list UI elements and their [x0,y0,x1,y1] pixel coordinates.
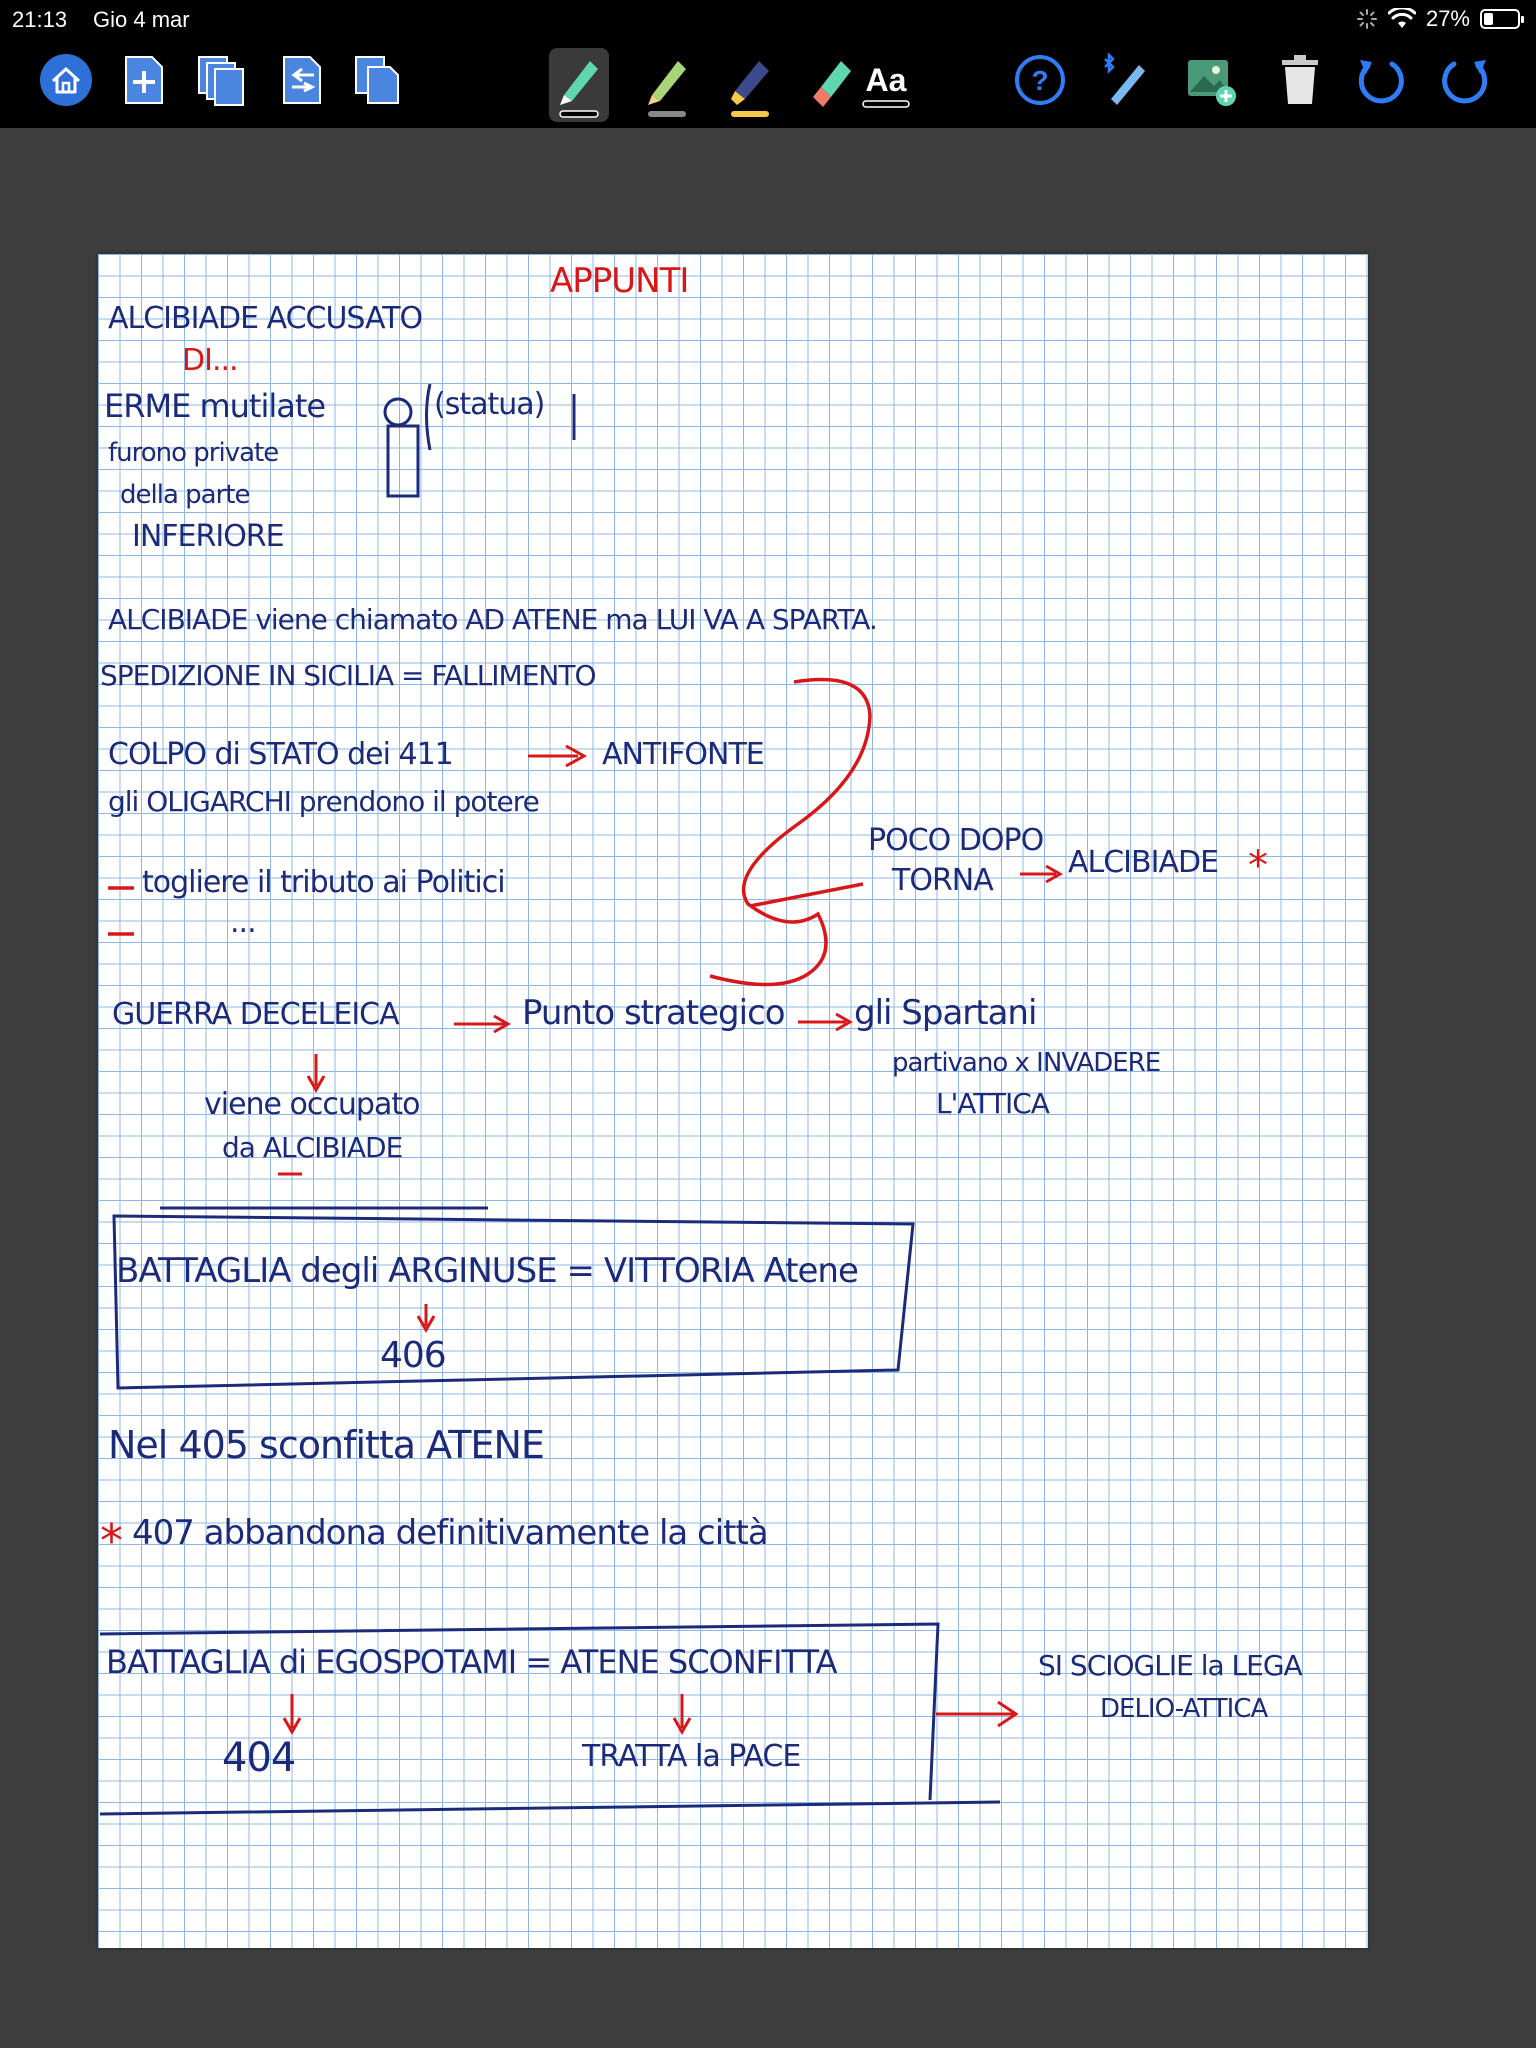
copy-page-button[interactable] [348,50,408,110]
note-line: DI... [182,343,238,378]
note-line: Punto strategico [522,993,785,1033]
note-line: L'ATTICA [936,1087,1049,1120]
note-line: INFERIORE [132,519,284,554]
note-line: 406 [380,1335,446,1376]
text-tool-label: Aa [865,61,907,98]
toolbar [0,40,1536,128]
redo-button[interactable] [1436,50,1496,110]
copy-page-icon [352,53,404,107]
eraser-tool[interactable] [800,48,860,122]
note-line: viene occupato [204,1087,420,1122]
note-line: BATTAGLIA di EGOSPOTAMI = ATENE SCONFITTA [106,1643,837,1681]
notebook-page[interactable] [98,254,1368,1948]
export-button[interactable] [272,50,332,110]
pen-tool[interactable] [549,48,609,122]
note-line: 404 [222,1735,296,1781]
pages-button[interactable] [192,50,252,110]
text-tool[interactable] [856,48,916,122]
battery-icon [1480,9,1520,29]
notes-title: APPUNTI [550,261,689,301]
home-icon [38,52,94,108]
add-page-icon [120,53,168,107]
undo-icon [1352,52,1408,108]
note-line: GUERRA DECELEICA [112,997,399,1032]
star-mark: * [1248,843,1267,889]
note-line: SI SCIOGLIE la LEGA [1038,1649,1302,1682]
note-line: togliere il tributo ai Politici [142,865,505,900]
add-image-button[interactable] [1180,50,1240,110]
highlighter-tool[interactable] [720,48,780,122]
undo-button[interactable] [1350,50,1410,110]
highlighter-icon [725,51,775,119]
note-line: DELIO-ATTICA [1100,1694,1268,1724]
note-line: COLPO di STATO dei 411 [108,737,453,772]
delete-button[interactable] [1270,50,1330,110]
pages-icon [195,53,249,107]
note-line: ALCIBIADE viene chiamato AD ATENE ma LUI VA A SPARTA. [108,603,877,636]
note-line: ALCIBIADE ACCUSATO [108,301,423,336]
eraser-icon [805,51,855,119]
text-underline-icon [861,99,911,109]
note-line: furono private [108,438,279,468]
clock: 21:13 [12,7,68,32]
note-line: (statua) [434,387,545,422]
note-line: ... [230,905,256,940]
pencil-icon [642,51,692,119]
help-button[interactable] [1010,50,1070,110]
bluetooth-pen-button[interactable] [1094,50,1154,110]
svg-text:?: ? [1031,65,1049,96]
note-line: TRATTA la PACE [582,1739,801,1774]
status-right [1356,6,1520,32]
note-line: ALCIBIADE [1068,845,1219,880]
date: Gio 4 mar [93,7,190,32]
help-icon [1013,53,1067,107]
trash-icon [1276,52,1324,108]
note-line: della parte [120,480,250,510]
home-button[interactable] [36,50,96,110]
note-line: gli OLIGARCHI prendono il potere [108,785,539,818]
add-image-icon [1182,52,1238,108]
bluetooth-pen-icon [1097,53,1151,107]
note-line: 407 abbandona definitivamente la città [132,1513,768,1553]
note-line: SPEDIZIONE IN SICILIA = FALLIMENTO [100,659,596,692]
status-bar [0,0,1536,40]
activity-spinner-icon [1356,8,1378,30]
note-line: BATTAGLIA degli ARGINUSE = VITTORIA Atene [116,1251,858,1291]
add-page-button[interactable] [114,50,174,110]
note-line: ANTIFONTE [602,737,764,772]
wifi-icon [1388,8,1416,30]
export-icon [278,53,326,107]
note-line: ERME mutilate [104,387,326,425]
redo-icon [1438,52,1494,108]
star-mark: * [100,1514,122,1568]
note-line: TORNA [892,863,993,898]
pencil-tool[interactable] [637,48,697,122]
battery-percent: 27% [1425,6,1470,31]
note-line: da ALCIBIADE [222,1131,403,1164]
note-line: Nel 405 sconfitta ATENE [108,1423,544,1467]
note-line: gli Spartani [854,993,1037,1033]
pen-icon [554,51,604,119]
note-line: partivano x INVADERE [892,1048,1161,1078]
note-line: POCO DOPO [868,823,1044,858]
